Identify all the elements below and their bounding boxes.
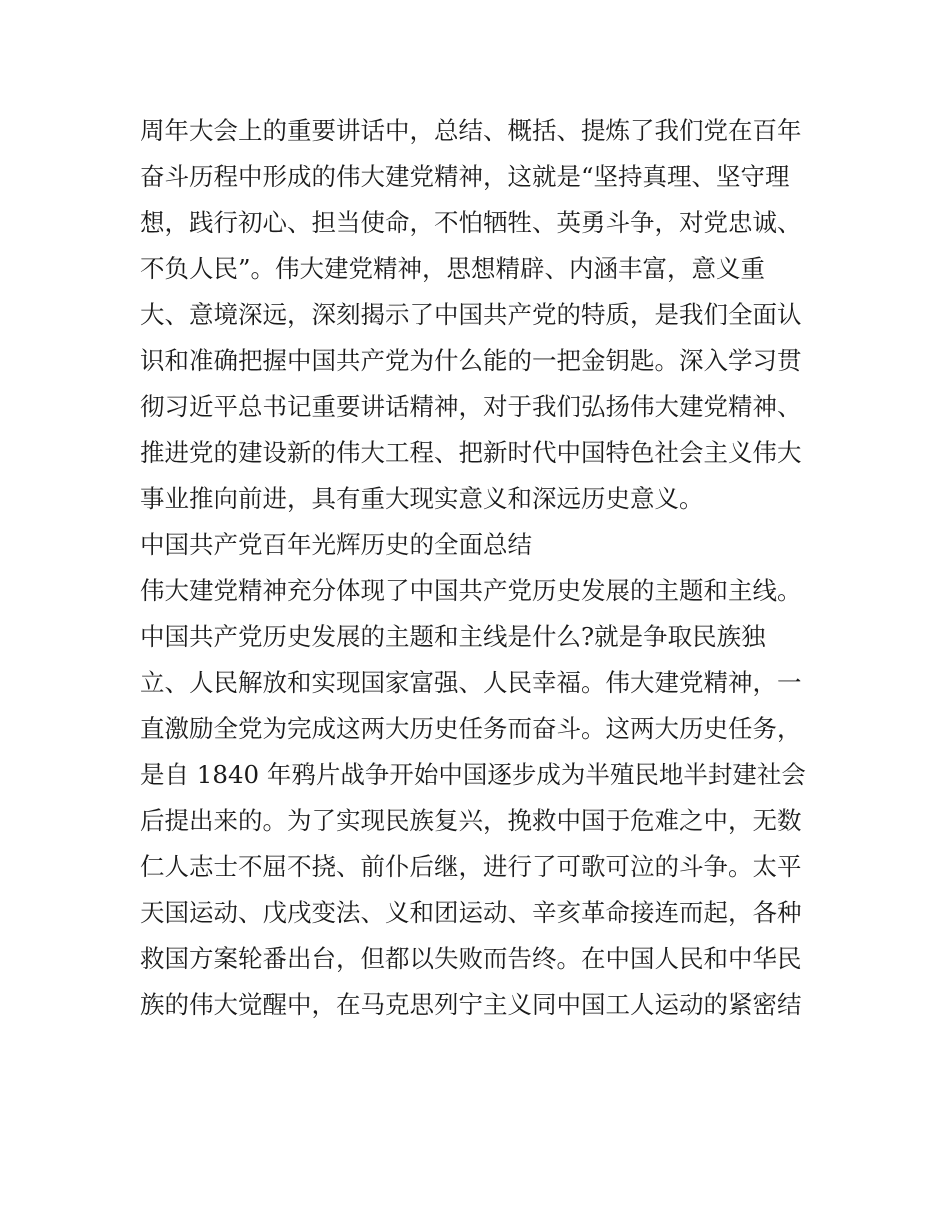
text-line: 是自 1840 年鸦片战争开始中国逐步成为半殖民地半封建社会 bbox=[140, 760, 806, 789]
text-line: 族的伟大觉醒中，在马克思列宁主义同中国工人运动的紧密结 bbox=[140, 990, 802, 1019]
text-line: 事业推向前进，具有重大现实意义和深远历史意义。 bbox=[140, 484, 704, 513]
text-line: 救国方案轮番出台，但都以失败而告终。在中国人民和中华民 bbox=[140, 944, 802, 973]
text-line: 不负人民”。伟大建党精神，思想精辟、内涵丰富，意义重 bbox=[140, 254, 766, 283]
text-line: 伟大建党精神充分体现了中国共产党历史发展的主题和主线。 bbox=[140, 576, 802, 605]
text-line: 中国共产党历史发展的主题和主线是什么?就是争取民族独 bbox=[140, 622, 766, 651]
text-line: 彻习近平总书记重要讲话精神，对于我们弘扬伟大建党精神、 bbox=[140, 392, 802, 421]
text-line: 仁人志士不屈不挠、前仆后继，进行了可歌可泣的斗争。太平 bbox=[140, 852, 802, 881]
text-line: 大、意境深远，深刻揭示了中国共产党的特质，是我们全面认 bbox=[140, 300, 802, 329]
text-line: 后提出来的。为了实现民族复兴，挽救中国于危难之中，无数 bbox=[140, 806, 802, 835]
text-line: 识和准确把握中国共产党为什么能的一把金钥匙。深入学习贯 bbox=[140, 346, 802, 375]
text-line: 立、人民解放和实现国家富强、人民幸福。伟大建党精神，一 bbox=[140, 668, 802, 697]
text-line: 直激励全党为完成这两大历史任务而奋斗。这两大历史任务， bbox=[140, 714, 802, 743]
text-line: 天国运动、戊戌变法、义和团运动、辛亥革命接连而起，各种 bbox=[140, 898, 802, 927]
text-line: 推进党的建设新的伟大工程、把新时代中国特色社会主义伟大 bbox=[140, 438, 802, 467]
section-heading: 中国共产党百年光辉历史的全面总结 bbox=[140, 530, 532, 559]
text-line: 奋斗历程中形成的伟大建党精神，这就是“坚持真理、坚守理 bbox=[140, 162, 790, 191]
text-line: 周年大会上的重要讲话中，总结、概括、提炼了我们党在百年 bbox=[140, 116, 802, 145]
body-text bbox=[140, 108, 830, 1028]
text-line: 想，践行初心、担当使命，不怕牺牲、英勇斗争，对党忠诚、 bbox=[140, 208, 802, 237]
